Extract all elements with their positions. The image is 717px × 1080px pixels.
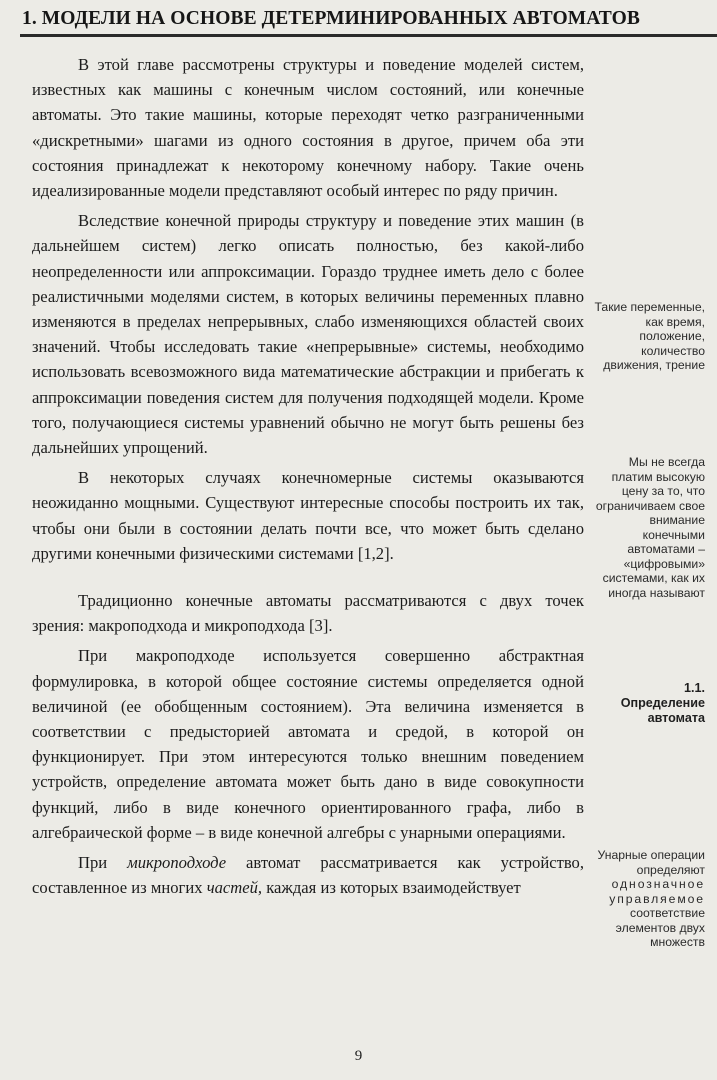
margin-note-variables: Такие переменные, как время, положение, количество движения, трение xyxy=(594,300,705,372)
paragraph-1: В этой главе рассмотрены структуры и поведение моделей систем, известных как машины с конечным числом состояний, или конечные автоматы. Это такие машины, которые переходят четко разграниченными «дискретными» шагами из одного состояния в другое, причем оба эти состояния принадлежат к некоторому конечному набору. Такие очень идеализированные модели представляют особый интерес по ряду причин. xyxy=(32,55,584,201)
margin-note-unary-line-c: управляемое xyxy=(609,891,705,906)
paragraph-6-part-b: автомат рассматривается как устройство, составленное из многих xyxy=(32,853,584,898)
heading-rule xyxy=(20,34,717,37)
paragraph-6 xyxy=(32,850,584,900)
paragraph-3: В некоторых случаях конечномерные системы оказываются неожиданно мощными. Существуют интересные способы построить их так, чтобы они были в состоянии делать почти все, что может быть сделано другими конечными физическими системами [1,2]. xyxy=(32,468,584,563)
margin-note-unary-line-a: Унарные операции определяют xyxy=(597,848,705,877)
paragraph-6-part-c: каждая из которых взаимодействует xyxy=(262,878,521,898)
section-number: 1.1. xyxy=(683,681,705,695)
section-marker xyxy=(587,681,705,726)
paragraph-5: При макроподходе используется совершенно абстрактная формулировка, в которой общее состояние системы определяется одной величиной (ее обобщенным состоянием). Эта величина изменяется в соответствии с предысторией автомата и средой, в которой он функционирует. При этом интересуются только внешним поведением устройств, определение автомата может быть дано в виде совокупности функций, либо в виде конечного ориентированного графа, либо в алгебраической форме – в виде конечной алгебры с унарными операциями. xyxy=(32,646,584,842)
margin-note-unary xyxy=(587,848,705,950)
paragraph-6-part-a: При xyxy=(78,853,128,873)
paragraph-2: Вследствие конечной природы структуру и поведение этих машин (в дальнейшем систем) легко описать полностью, без какой-либо неопределенности или аппроксимации. Гораздо труднее иметь дело с более реалистичными моделями систем, в которых величины переменных плавно изменяются в пределах непрерывных, слабо изменяющихся областей своих значений. Чтобы исследовать такие «непрерывные» системы, необходимо использовать всевозможного вида математические абстракции и прибегать к аппроксимации поведения систем для получения подходящей модели. Кроме того, получающиеся системы уравнений обычно не могут быть решены без дальнейших упрощений. xyxy=(32,211,584,458)
margin-note-unary-line-b: однозначное xyxy=(611,877,705,891)
section-title: Определение автомата xyxy=(620,696,705,725)
emphasis-microapproach: микроподходе xyxy=(127,853,227,873)
emphasis-parts: частей, xyxy=(206,878,263,898)
main-text xyxy=(32,52,584,906)
margin-note-unary-line-d: соответствие элементов двух множеств xyxy=(615,906,705,949)
paragraph-4: Традиционно конечные автоматы рассматриваются с двух точек зрения: макроподхода и микроподхода [3]. xyxy=(32,591,584,636)
chapter-heading: 1. МОДЕЛИ НА ОСНОВЕ ДЕТЕРМИНИРОВАННЫХ АВТОМАТОВ xyxy=(22,8,640,29)
margin-note-price: Мы не всегда платим высокую цену за то, что ограничиваем свое внимание конечными автоматами – «цифровыми» системами, как их иногда называют xyxy=(595,455,705,600)
page-number: 9 xyxy=(354,1048,363,1064)
